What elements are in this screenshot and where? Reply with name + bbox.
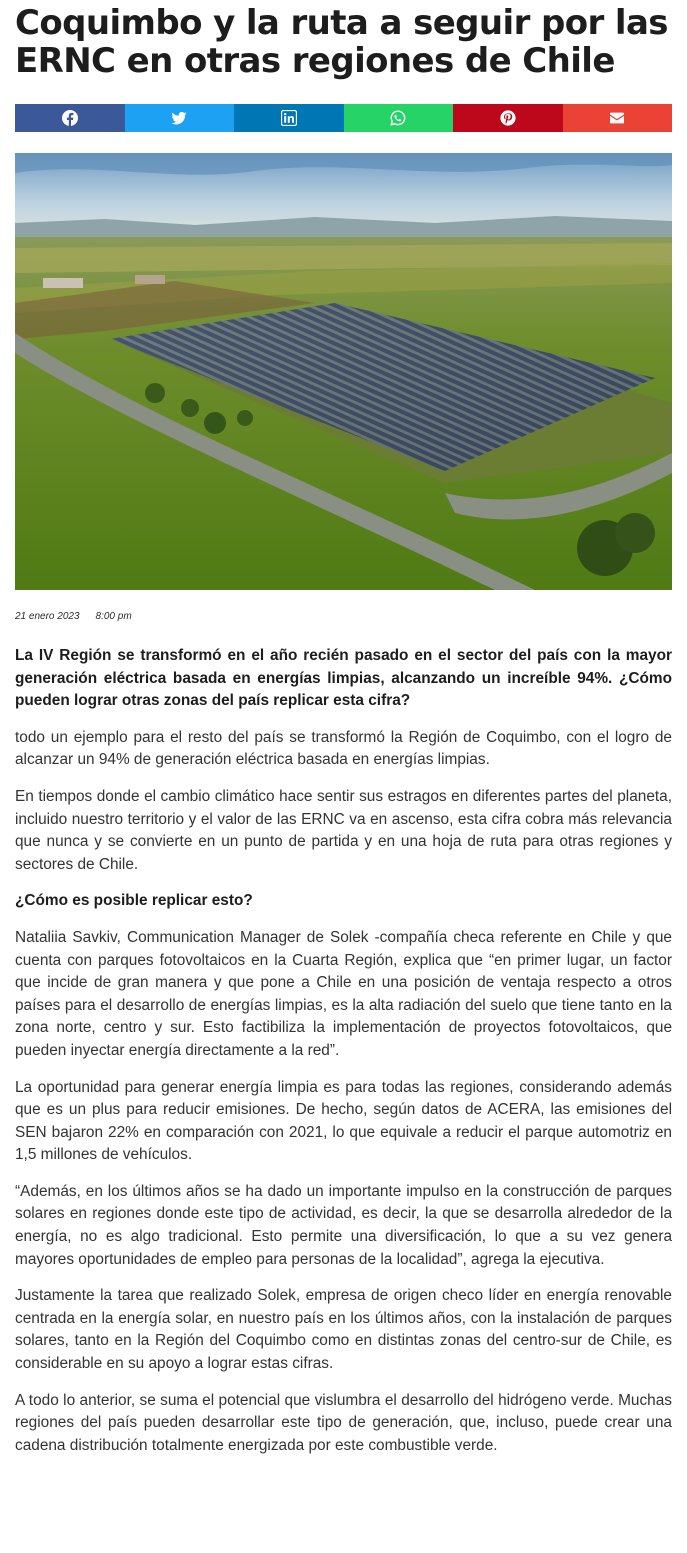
paragraph: Nataliia Savkiv, Communication Manager de Solek -compañía checa referente en Chile y que cuenta con parques fotovoltaicos en la Cuarta Región, explica que “en primer lugar, un factor que incide de gran manera y que pone a Chile en una posición de ventaja respecto a otros países para el desarrollo de energías limpias, es la alta radiación del suelo que tiene tanto en la zona norte, centro y sur. Esto factibiliza la implementación de proyectos fotovoltaicos, que pueden inyectar energía directamente a la red”. <box>15 928 672 1059</box>
paragraph: todo un ejemplo para el resto del país se transformó la Región de Coquimbo, con el logro de alcanzar un 94% de generación eléctrica basada en energías limpias. <box>15 728 672 769</box>
whatsapp-icon <box>390 110 406 126</box>
pinterest-icon <box>500 110 516 126</box>
share-email-button[interactable] <box>563 104 673 132</box>
share-bar <box>15 104 672 132</box>
twitter-icon <box>171 110 187 126</box>
paragraph: La oportunidad para generar energía limpia es para todas las regiones, considerando además que es un plus para reducir emisiones. De hecho, según datos de ACERA, las emisiones del SEN bajaron 22% en comparación con 2021, lo que equivale a reducir el parque automotriz en 1,5 millones de vehículos. <box>15 1078 672 1164</box>
article-meta <box>15 611 132 622</box>
article-body <box>15 645 672 1471</box>
hero-image <box>15 153 672 590</box>
article-lead: La IV Región se transformó en el año recién pasado en el sector del país con la mayor generación eléctrica basada en energías limpias, alcanzando un increíble 94%. ¿Cómo pueden lograr otras zonas del país replicar esta cifra? <box>15 647 672 710</box>
email-icon <box>609 110 625 126</box>
share-pinterest-button[interactable] <box>453 104 563 132</box>
article-time: 8:00 pm <box>95 611 132 622</box>
paragraph: Justamente la tarea que realizado Solek, empresa de origen checo líder en energía renovable centrada en la energía solar, en nuestro país en los últimos años, con la instalación de parques solares, tanto en la Región del Coquimbo como en distintas zonas del centro-sur de Chile, es considerable en su apoyo a lograr estas cifras. <box>15 1287 672 1373</box>
section-subheading: ¿Cómo es posible replicar esto? <box>15 892 253 910</box>
article-date: 21 enero 2023 <box>15 611 80 622</box>
share-twitter-button[interactable] <box>125 104 235 132</box>
facebook-icon <box>62 110 78 126</box>
share-linkedin-button[interactable] <box>234 104 344 132</box>
paragraph: En tiempos donde el cambio climático hace sentir sus estragos en diferentes partes del planeta, incluido nuestro territorio y el valor de las ERNC va en ascenso, esta cifra cobra más relevancia que nunca y se convierte en un punto de partida y en una hoja de ruta para otras regiones y sectores de Chile. <box>15 787 672 873</box>
share-whatsapp-button[interactable] <box>344 104 454 132</box>
paragraph: A todo lo anterior, se suma el potencial que vislumbra el desarrollo del hidrógeno verde. Muchas regiones del país pueden desarrollar este tipo de generación, que, incluso, puede crear una cadena distribución totalmente energizada por este combustible verde. <box>15 1391 672 1454</box>
share-facebook-button[interactable] <box>15 104 125 132</box>
article-title: Coquimbo y la ruta a seguir por las ERNC en otras regiones de Chile <box>15 3 668 81</box>
linkedin-icon <box>281 110 297 126</box>
solar-farm-photo <box>15 153 672 590</box>
paragraph: “Además, en los últimos años se ha dado un importante impulso en la construcción de parques solares en regiones donde este tipo de actividad, es decir, la que se desarrolla alrededor de la energía, no es algo tradicional. Esto permite una diversificación, lo que a su vez genera mayores oportunidades de empleo para personas de la localidad”, agrega la ejecutiva. <box>15 1182 672 1268</box>
